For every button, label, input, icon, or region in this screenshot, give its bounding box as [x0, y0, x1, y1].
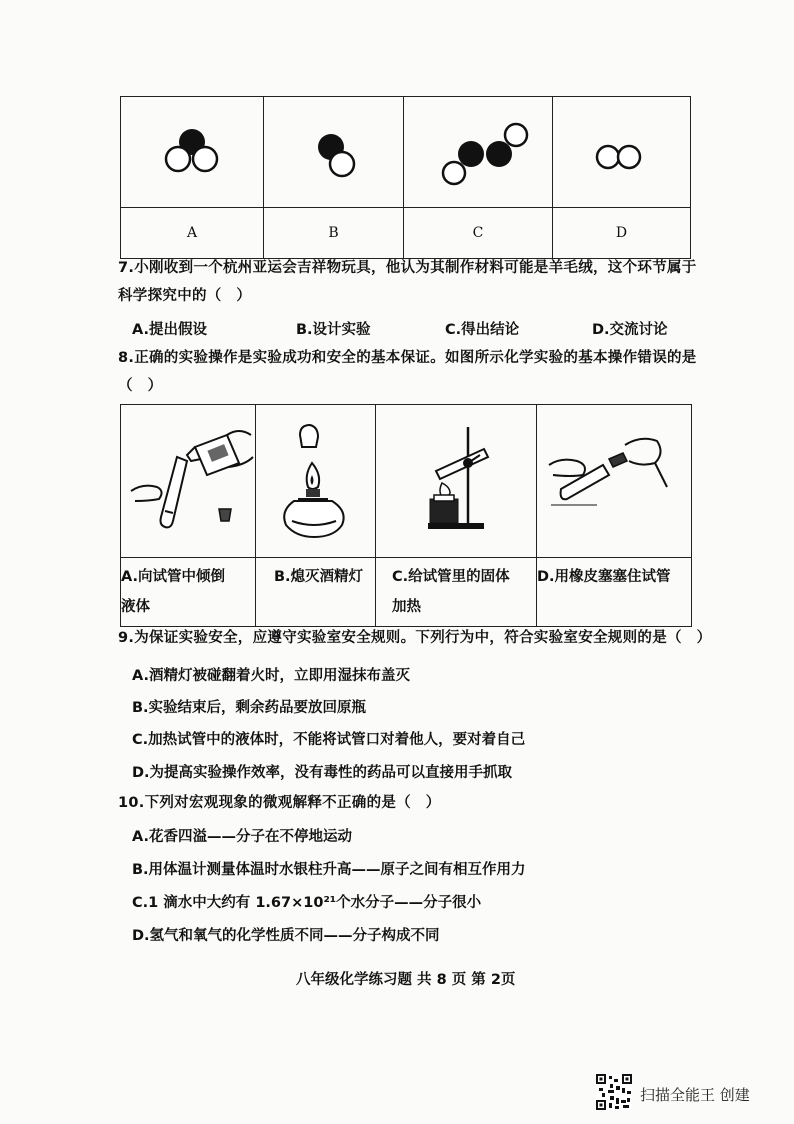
q7-stem-line2: 科学探究中的（ ）	[118, 288, 252, 304]
molecule-b-cell	[264, 97, 404, 208]
molecule-a-diagram	[121, 97, 263, 203]
molecule-b-diagram	[264, 97, 403, 203]
q7-option-d: D.交流讨论	[592, 322, 668, 338]
molecule-c-diagram	[404, 97, 552, 203]
blow-out-lamp-illustration	[256, 405, 375, 553]
molecule-a-cell	[121, 97, 264, 208]
q9-option-c: C.加热试管中的液体时，不能将试管口对着他人，要对着自己	[132, 732, 526, 748]
q7-option-b: B.设计实验	[296, 322, 371, 338]
q8-caption-a-line1: A.向试管中倾倒	[121, 569, 225, 585]
q8-stem-line1: 8.正确的实验操作是实验成功和安全的基本保证。如图所示化学实验的基本操作错误的是	[118, 350, 697, 366]
q8-caption-a-line2: 液体	[121, 599, 150, 615]
q10-option-a: A.花香四溢——分子在不停地运动	[132, 829, 352, 845]
q8-caption-c-line2: 加热	[392, 599, 421, 615]
q8-caption-c-line1: C.给试管里的固体	[392, 569, 510, 585]
q10-stem: 10.下列对宏观现象的微观解释不正确的是（ ）	[118, 795, 441, 811]
q9-stem: 9.为保证实验安全，应遵守实验室安全规则。下列行为中，符合实验室安全规则的是（ ）	[118, 630, 712, 646]
q8-stem-line2: （ ）	[118, 378, 163, 394]
q7-stem-line1: 7.小刚收到一个杭州亚运会吉祥物玩具，他认为其制作材料可能是羊毛绒，这个环节属于	[118, 260, 697, 276]
q9-option-b: B.实验结束后，剩余药品要放回原瓶	[132, 700, 367, 716]
insert-stopper-illustration	[537, 405, 691, 553]
molecule-d-diagram	[553, 97, 690, 203]
molecule-a-label: A	[121, 208, 264, 259]
q6-figure-table	[120, 96, 691, 259]
q10-option-d: D.氢气和氧气的化学性质不同——分子构成不同	[132, 928, 440, 944]
q8-figure-c-cell	[376, 405, 537, 558]
q7-option-c: C.得出结论	[445, 322, 520, 338]
q8-figure-a-cell	[121, 405, 256, 558]
q8-figure-table	[120, 404, 692, 627]
q10-option-c: C.1 滴水中大约有 1.67×10²¹个水分子——分子很小	[132, 895, 482, 911]
molecule-b-label: B	[264, 208, 404, 259]
q8-caption-b	[256, 558, 376, 627]
heat-solid-illustration	[376, 405, 536, 553]
scanner-watermark: 扫描全能王 创建	[640, 1086, 750, 1104]
q8-caption-d	[537, 558, 692, 627]
q9-option-d: D.为提高实验操作效率，没有毒性的药品可以直接用手抓取	[132, 765, 513, 781]
page-footer: 八年级化学练习题 共 8 页 第 2页	[296, 972, 516, 988]
q9-option-a: A.酒精灯被碰翻着火时，立即用湿抹布盖灭	[132, 668, 410, 684]
q8-caption-d-line1: D.用橡皮塞塞住试管	[537, 569, 671, 585]
q7-option-a: A.提出假设	[132, 322, 207, 338]
q10-option-b: B.用体温计测量体温时水银柱升高——原子之间有相互作用力	[132, 862, 526, 878]
molecule-d-cell	[553, 97, 691, 208]
qr-code-icon	[596, 1074, 632, 1110]
pour-liquid-illustration	[121, 405, 255, 553]
q8-caption-b-line1: B.熄灭酒精灯	[274, 569, 364, 585]
q8-caption-c	[376, 558, 537, 627]
molecule-c-label: C	[404, 208, 553, 259]
q8-figure-b-cell	[256, 405, 376, 558]
q8-caption-a	[121, 558, 256, 627]
molecule-c-cell	[404, 97, 553, 208]
q8-figure-d-cell	[537, 405, 692, 558]
molecule-d-label: D	[553, 208, 691, 259]
